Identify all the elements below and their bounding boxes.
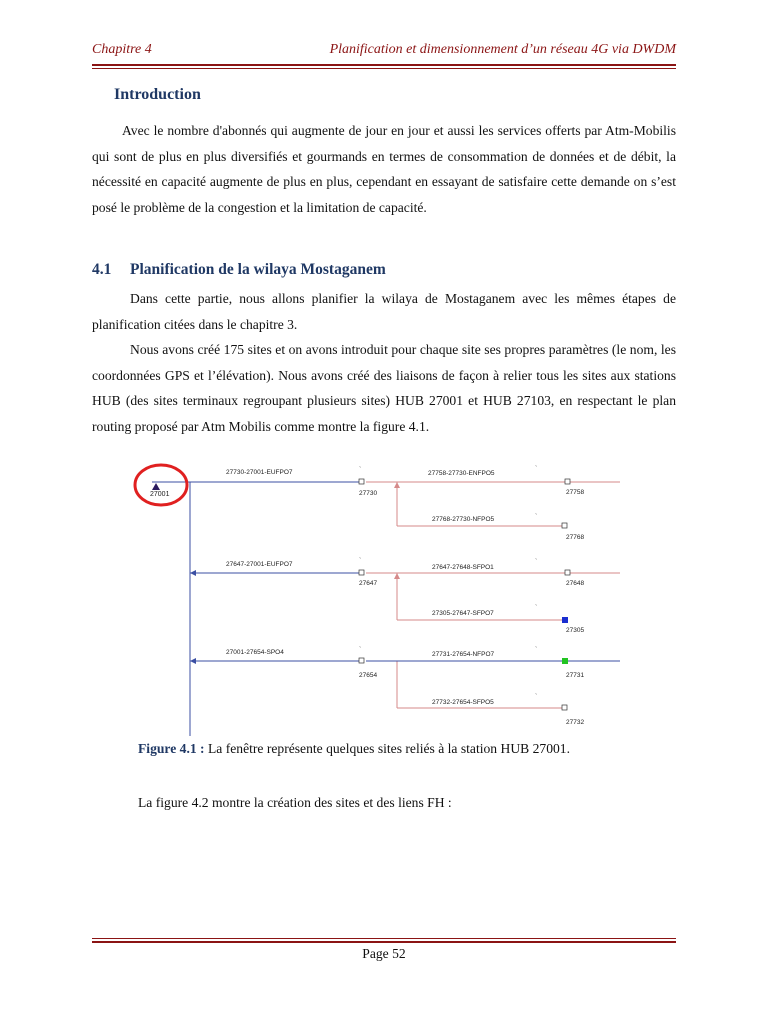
site-marker: [565, 479, 570, 484]
site-label-27758: 27758: [566, 489, 585, 496]
footer-rule-thin: [92, 938, 676, 939]
arrow-head: [394, 482, 400, 488]
tick-mark: `: [535, 605, 538, 612]
site-label-27768: 27768: [566, 534, 585, 541]
site-label-27731: 27731: [566, 672, 585, 679]
figure-4-1: [130, 462, 650, 738]
arrow-head: [394, 573, 400, 579]
caption-text: La fenêtre représente quelques sites reliés à la station HUB 27001.: [207, 741, 570, 756]
sublink-label-2: 27768-27730-NFPO5: [432, 516, 495, 523]
tick-mark: `: [359, 467, 362, 474]
site-label-27305: 27305: [566, 627, 585, 634]
page-number: Page 52: [362, 946, 406, 961]
site-marker: [565, 570, 570, 575]
site-label-27648: 27648: [566, 580, 585, 587]
site-marker-blue: [562, 617, 568, 623]
chapter-label: Chapitre 4: [92, 42, 152, 57]
hub-marker-icon: [152, 483, 160, 490]
intro-heading: Introduction: [114, 86, 201, 103]
tick-mark: `: [535, 694, 538, 701]
tick-mark: `: [535, 514, 538, 521]
figure-4-2-intro: La figure 4.2 montre la création des sites et des liens FH :: [138, 795, 452, 810]
site-label-27647: 27647: [359, 580, 378, 587]
section-number: 4.1: [92, 261, 112, 278]
link-label-3: 27001-27654-SPO4: [226, 649, 284, 656]
tick-mark: `: [535, 647, 538, 654]
sublink-label-1: 27758-27730-ENFPO5: [428, 470, 495, 477]
hub-highlight-circle: [135, 465, 187, 505]
section-title: Planification de la wilaya Mostaganem: [130, 261, 386, 278]
site-label-27654: 27654: [359, 672, 378, 679]
tick-mark: `: [535, 559, 538, 566]
section-paragraph-1: Dans cette partie, nous allons planifier la wilaya de Mostaganem avec les mêmes étapes de planification citées dans le chapitre 3.: [92, 291, 676, 332]
arrow-head: [190, 570, 196, 576]
site-marker: [359, 570, 364, 575]
link-label-2: 27647-27001-EUFPO7: [226, 561, 293, 568]
caption-label: Figure 4.1 :: [138, 741, 205, 756]
tick-mark: `: [359, 558, 362, 565]
site-label-27730: 27730: [359, 490, 378, 497]
sublink-label-5: 27731-27654-NFPO7: [432, 651, 495, 658]
header-rule-thin: [92, 68, 676, 69]
sublink-label-4: 27305-27647-SFPO7: [432, 610, 494, 617]
site-marker-green: [562, 658, 568, 664]
chapter-title: Planification et dimensionnement d’un réseau 4G via DWDM: [329, 42, 676, 57]
site-marker: [562, 523, 567, 528]
figure-caption: [138, 741, 570, 757]
tick-mark: `: [359, 647, 362, 654]
section-heading: [92, 261, 386, 279]
link-label-1: 27730-27001-EUFPO7: [226, 469, 293, 476]
page-header: [92, 42, 676, 62]
sublink-label-6: 27732-27654-SFPO5: [432, 699, 494, 706]
sublink-label-3: 27647-27648-SFPO1: [432, 564, 494, 571]
tick-mark: `: [535, 466, 538, 473]
arrow-head: [190, 658, 196, 664]
routing-diagram: [130, 462, 650, 738]
intro-paragraph: Avec le nombre d'abonnés qui augmente de jour en jour et aussi les services offerts par Atm-Mobilis qui sont de plus en plus diversifiés et gourmands en termes de consommation de données et de débit, la nécessité en capacité augmente de plus en plus, cependant en essayant de satisfaire cette demande on s’est posé le problème de la congestion et la limitation de capacité.: [92, 123, 676, 215]
section-paragraph-2: Nous avons créé 175 sites et on avons introduit pour chaque site ses propres paramètres (le nom, les coordonnées GPS et l’élévation). Nous avons créé des liaisons de façon à relier tous les sites aux stations HUB (des sites terminaux regroupant plusieurs sites) HUB 27001 et HUB 27103, en respectant le plan routing proposé par Atm Mobilis comme montre la figure 4.1.: [92, 342, 676, 434]
footer-rule-thick: [92, 941, 676, 943]
header-rule-thick: [92, 64, 676, 66]
site-label-27732: 27732: [566, 719, 585, 726]
site-marker: [359, 658, 364, 663]
site-marker: [562, 705, 567, 710]
hub-label: 27001: [150, 491, 170, 498]
site-marker: [359, 479, 364, 484]
